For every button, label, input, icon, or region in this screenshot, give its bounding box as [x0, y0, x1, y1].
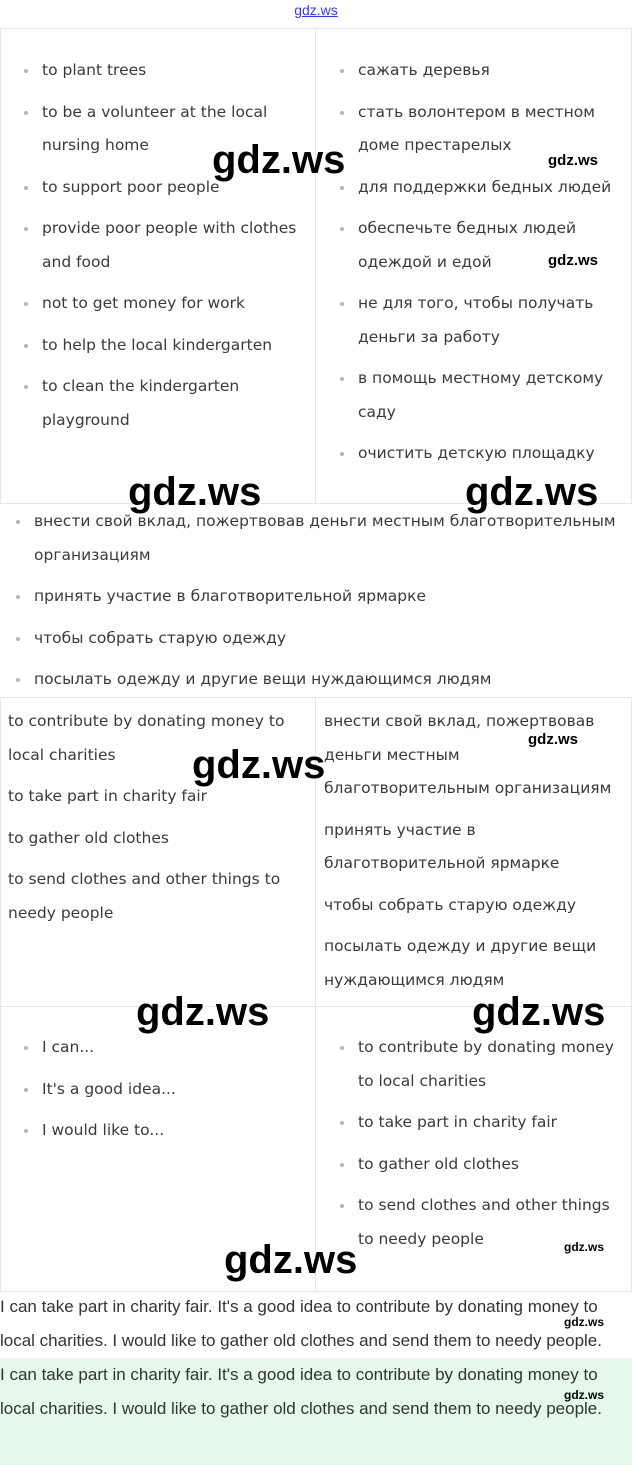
watermark-small: gdz.ws: [548, 152, 599, 169]
watermark-small: gdz.ws: [564, 1388, 605, 1402]
list-item: to contribute by donating money to local charities: [340, 1031, 622, 1098]
watermark-small: gdz.ws: [548, 252, 599, 269]
cell-text: to contribute by donating money to local charities: [8, 712, 285, 764]
watermark: gdz.ws: [472, 990, 606, 1034]
list-item: сажать деревья: [340, 54, 622, 88]
list-item: посылать одежду и другие вещи нуждающимся людям: [16, 663, 626, 697]
list-item: для поддержки бедных людей: [340, 171, 622, 205]
answer-paragraph: I can take part in charity fair. It's a good idea to contribute by donating money to local charities. I would like to gather old clothes and send them to needy people.: [0, 1297, 602, 1350]
list-item: to send clothes and other things to needy people: [340, 1189, 622, 1256]
watermark: gdz.ws: [224, 1238, 358, 1282]
table-3-left-list: [24, 1031, 306, 1156]
list-item: to support poor people: [24, 171, 306, 205]
cell-text: to gather old clothes: [8, 828, 169, 847]
top-site-link[interactable]: gdz.ws: [294, 2, 338, 18]
list-item: I would like to...: [24, 1114, 306, 1148]
cell-text: внести свой вклад, пожертвовав деньги местным благотворительным организациям: [324, 712, 612, 797]
list-item: not to get money for work: [24, 287, 306, 321]
watermark-small: gdz.ws: [528, 731, 579, 748]
table-1-left-list: [24, 54, 306, 445]
list-item: принять участие в благотворительной ярмарке: [16, 580, 626, 614]
list-item: to clean the kindergarten playground: [24, 370, 306, 437]
answer-paragraph-highlighted: I can take part in charity fair. It's a good idea to contribute by donating money to local charities. I would like to gather old clothes and send them to needy people.: [0, 1358, 632, 1465]
cell-text: принять участие в благотворительной ярмарке: [324, 820, 560, 872]
list-item: to gather old clothes: [340, 1148, 622, 1182]
list-item: I can...: [24, 1031, 306, 1065]
list-item: очистить детскую площадку: [340, 437, 622, 471]
watermark: gdz.ws: [192, 743, 326, 787]
list-item: чтобы собрать старую одежду: [16, 622, 626, 656]
watermark-small: gdz.ws: [564, 1240, 605, 1254]
table-2-right: [324, 705, 626, 1005]
list-item: to plant trees: [24, 54, 306, 88]
list-item: to take part in charity fair: [340, 1106, 622, 1140]
list-item: не для того, чтобы получать деньги за работу: [340, 287, 622, 354]
list-item: стать волонтером в местном доме престарелых: [340, 96, 622, 163]
list-item: provide poor people with clothes and food: [24, 212, 306, 279]
cell-text: to take part in charity fair: [8, 787, 208, 805]
cell-text: to send clothes and other things to needy people: [8, 870, 281, 922]
watermark: gdz.ws: [136, 990, 270, 1034]
watermark: gdz.ws: [212, 138, 346, 182]
list-item: в помощь местному детскому саду: [340, 362, 622, 429]
list-item: It's a good idea...: [24, 1073, 306, 1107]
cell-text: чтобы собрать старую одежду: [324, 895, 577, 914]
list-item: внести свой вклад, пожертвовав деньги местным благотворительным организациям: [16, 505, 626, 572]
watermark: gdz.ws: [128, 470, 262, 514]
table-3-right-list: [340, 1031, 622, 1264]
list-item: to be a volunteer at the local nursing home: [24, 96, 306, 163]
watermark-small: gdz.ws: [564, 1315, 605, 1329]
table-1-divider: [315, 28, 316, 504]
list-item: обеспечьте бедных людей одеждой и едой: [340, 212, 622, 279]
russian-list: [16, 505, 626, 705]
watermark: gdz.ws: [465, 470, 599, 514]
list-item: to help the local kindergarten: [24, 329, 306, 363]
table-2-left: [8, 705, 306, 938]
cell-text: посылать одежду и другие вещи нуждающимся людям: [324, 937, 597, 989]
